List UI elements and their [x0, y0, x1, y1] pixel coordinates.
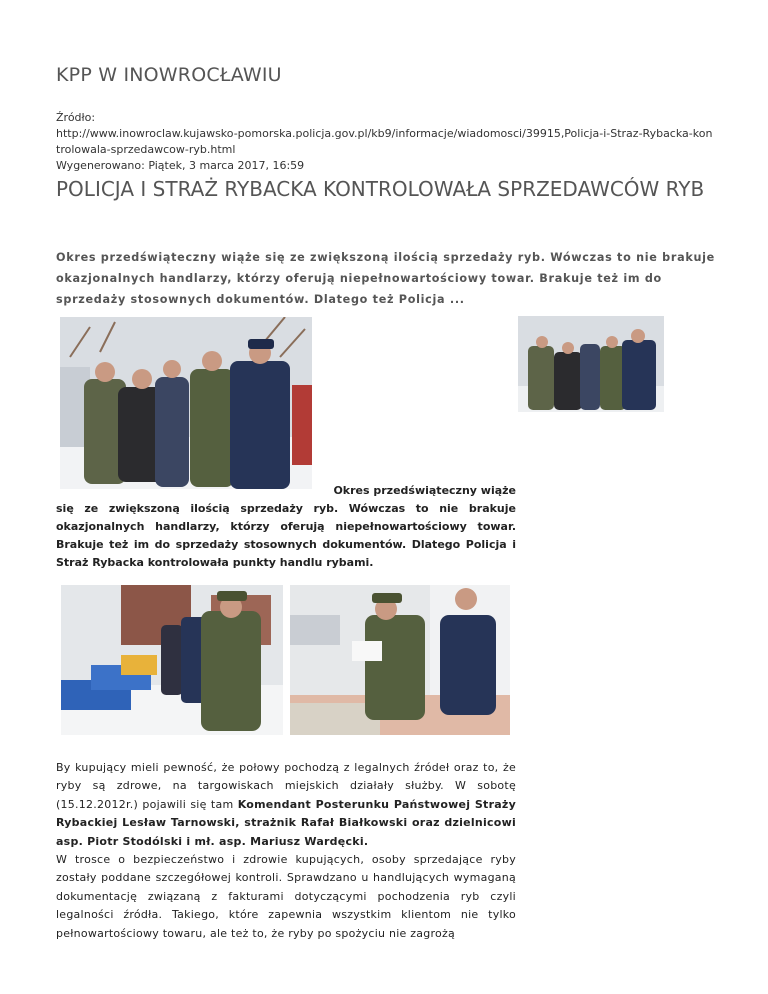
- source-url[interactable]: http://www.inowroclaw.kujawsko-pomorska.policja.gov.pl/kb9/informacje/wiadomosci/39915,Policja-i-Straz-Rybacka-kontrolowala-sprzedawcow-ryb.html: [56, 127, 713, 156]
- article-lead: Okres przedświąteczny wiąże się ze zwiększoną ilością sprzedaży ryb. Wówczas to nie brakuje okazjonalnych handlarzy, którzy oferują niepełnowartościowy towar. Brakuje też im do sprzedaży stosownych dokumentów. Dlatego też Policja ...: [56, 251, 715, 306]
- photo-caption-start: Okres przedświąteczny wiąże: [333, 484, 516, 497]
- body-text-bold: Komendant Posterunku Państwowej Straży Rybackiej Lesław Tarnowski, strażnik Rafał Białkowski oraz dzielnicowi asp. Piotr Stodólski i mł. asp. Mariusz Wardęcki.: [56, 797, 516, 848]
- market-photo-left[interactable]: [61, 585, 283, 735]
- main-photo[interactable]: [60, 317, 312, 489]
- site-title: KPP W INOWROCŁAWIU: [56, 64, 282, 86]
- photo-caption: się ze zwiększoną ilością sprzedaży ryb. Wówczas to nie brakuje okazjonalnych handlarzy, którzy oferują niepełnowartościowy towar. Brakuje też im do sprzedaży stosownych dokumentów. Dlatego Policja i Straż Rybacka kontrolowała punkty handlu rybami.: [56, 502, 516, 569]
- source-label: Źródło:: [56, 111, 96, 124]
- thumb-photo[interactable]: [518, 316, 664, 412]
- market-photo-right[interactable]: [290, 585, 510, 735]
- body-text-2: W trosce o bezpieczeństwo i zdrowie kupujących, osoby sprzedające ryby zostały poddane szczegółowej kontroli. Sprawdzano u handlujących wymaganą dokumentację związaną z fakturami dotyczącymi pochodzenia ryb czyli legalności źródła. Takiego, które zapewnia wszystkim klientom nie tylko pełnowartościowy towaru, ale też to, że ryby po spożyciu nie zagrożą: [56, 853, 516, 940]
- article-body: [56, 759, 516, 943]
- article-title: POLICJA I STRAŻ RYBACKA KONTROLOWAŁA SPRZEDAWCÓW RYB: [56, 177, 705, 201]
- source-meta: [56, 110, 716, 174]
- generated-date: Wygenerowano: Piątek, 3 marca 2017, 16:59: [56, 159, 305, 172]
- body-text-1: By kupujący mieli pewność, że połowy pochodzą z legalnych źródeł oraz to, że ryby są zdrowe, na targowiskach miejskich działały służby. W sobotę (15.12.2012r.) pojawili się tam: [56, 761, 516, 811]
